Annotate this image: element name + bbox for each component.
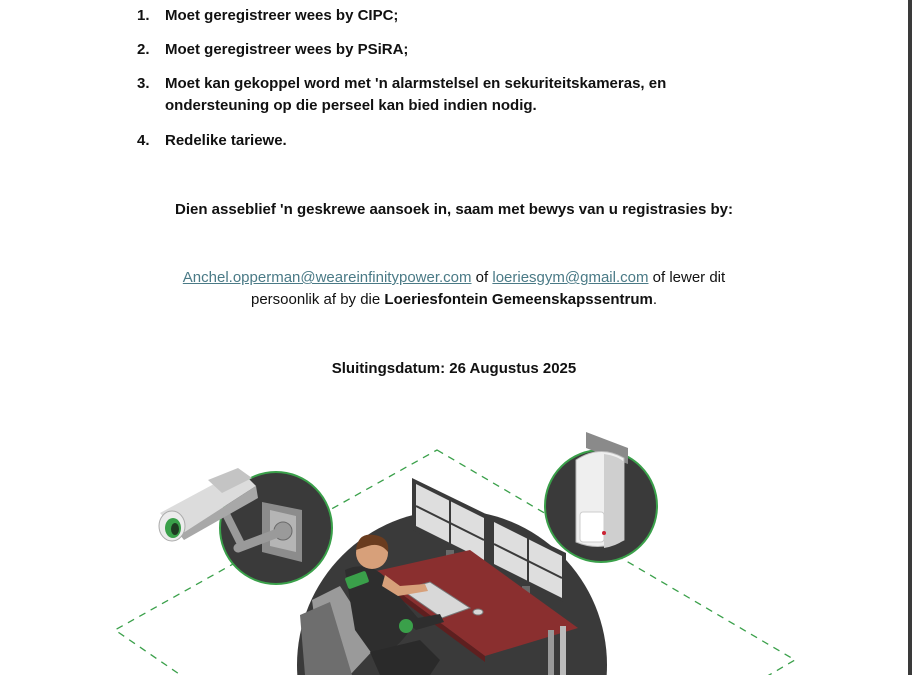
list-text: Moet geregistreer wees by CIPC;: [165, 7, 399, 24]
email-link-loeriesgym[interactable]: loeriesgym@gmail.com: [492, 269, 649, 286]
connector-text: of: [471, 269, 493, 286]
list-text: Moet geregistreer wees by PSiRA;: [165, 41, 409, 58]
motion-sensor-icon: [545, 432, 657, 562]
list-text: Redelike tariewe.: [165, 132, 287, 149]
list-number: 3.: [137, 75, 150, 92]
list-number: 4.: [137, 132, 150, 149]
apply-heading: Dien asseblief 'n geskrewe aansoek in, saam met bewys van u registrasies by:: [175, 201, 733, 218]
apply-contact-line1: [0, 267, 908, 289]
security-camera-icon: [159, 468, 332, 584]
apply-contact-line2: [0, 289, 908, 311]
email-link-anchel[interactable]: Anchel.opperman@weareinfinitypower.com: [182, 269, 472, 286]
after-email-text: of lewer dit: [648, 269, 726, 286]
right-edge-bar: [908, 0, 912, 675]
line2-prefix: persoonlik af by die: [250, 291, 385, 308]
list-text-line2: ondersteuning op die perseel kan bied indien nodig.: [165, 97, 537, 114]
mouse-icon: [473, 609, 483, 615]
security-illustration: [0, 390, 908, 675]
closing-date: Sluitingsdatum: 26 Augustus 2025: [331, 360, 577, 377]
list-number: 2.: [137, 41, 150, 58]
venue-name: Loeriesfontein Gemeenskapssentrum: [384, 291, 653, 308]
list-text-line1: Moet kan gekoppel word met 'n alarmstelsel en sekuriteitskameras, en: [165, 75, 667, 92]
line2-suffix: .: [652, 291, 657, 308]
list-number: 1.: [137, 7, 150, 24]
